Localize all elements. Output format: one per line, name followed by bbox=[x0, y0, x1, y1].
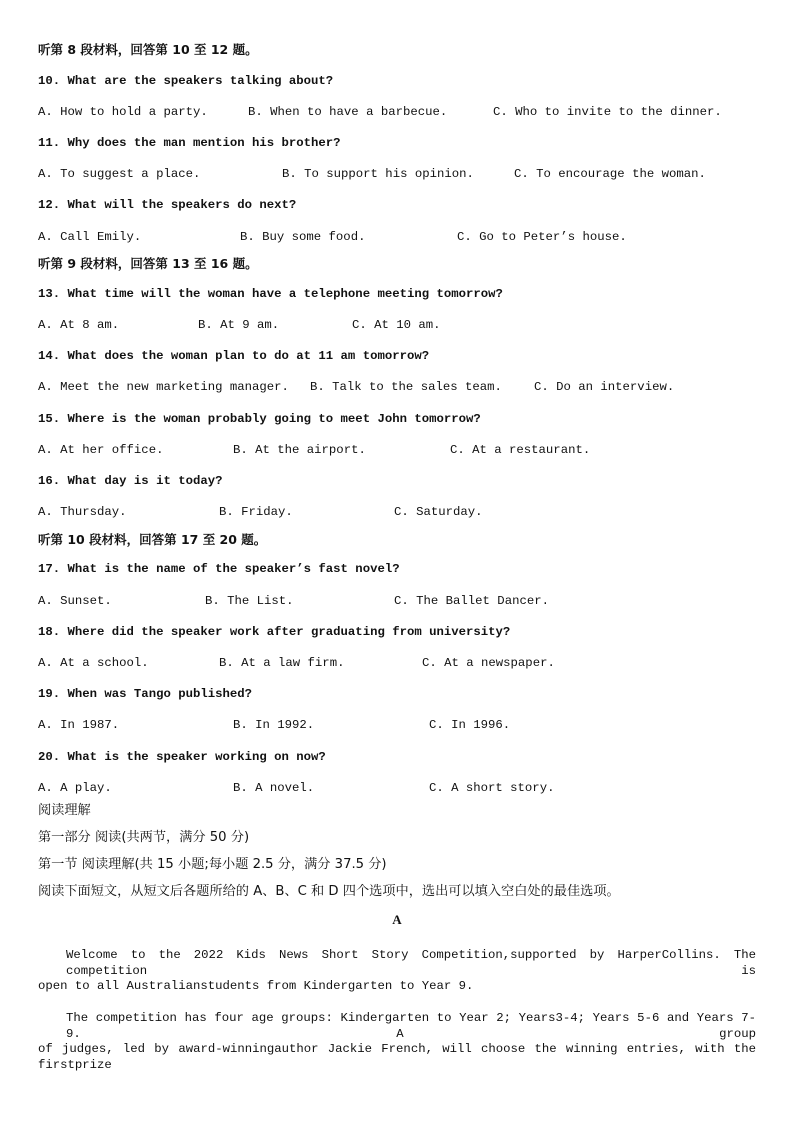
option-b: B. At the airport. bbox=[233, 443, 366, 457]
option-b: B. At 9 am. bbox=[198, 318, 280, 332]
question-14: 14. What does the woman plan to do at 11 am tomorrow? bbox=[38, 349, 430, 363]
option-a: A. Sunset. bbox=[38, 594, 112, 608]
option-c: C. Saturday. bbox=[394, 505, 483, 519]
question-10: 10. What are the speakers talking about? bbox=[38, 74, 334, 88]
section-heading: 听第 10 段材料，回答第 17 至 20 题。 bbox=[38, 532, 267, 547]
option-c: C. A short story. bbox=[429, 781, 555, 795]
option-a: A. In 1987. bbox=[38, 718, 120, 732]
question-15: 15. Where is the woman probably going to meet John tomorrow? bbox=[38, 412, 481, 426]
option-b: B. Talk to the sales team. bbox=[310, 380, 502, 394]
reading-part: 第一部分 阅读(共两节，满分 50 分) bbox=[38, 830, 250, 845]
option-a: A. Meet the new marketing manager. bbox=[38, 380, 289, 394]
option-a: A. To suggest a place. bbox=[38, 167, 201, 181]
reading-instruction: 阅读下面短文，从短文后各题所给的 A、B、C 和 D 四个选项中，选出可以填入空白处的最佳选项。 bbox=[38, 884, 620, 899]
option-b: B. To support his opinion. bbox=[282, 167, 474, 181]
question-16: 16. What day is it today? bbox=[38, 474, 223, 488]
option-c: C. Do an interview. bbox=[534, 380, 675, 394]
passage-line: open to all Australianstudents from Kindergarten to Year 9. bbox=[38, 979, 474, 993]
passage-line: of judges, led by award-winningauthor Jackie French, will choose the winning entries, with the firstprize bbox=[38, 1042, 756, 1072]
option-a: A. A play. bbox=[38, 781, 112, 795]
option-c: C. At a newspaper. bbox=[422, 656, 555, 670]
passage-label: A bbox=[392, 912, 402, 927]
question-17: 17. What is the name of the speaker’s fast novel? bbox=[38, 562, 400, 576]
option-b: B. Buy some food. bbox=[240, 230, 366, 244]
option-b: B. The List. bbox=[205, 594, 294, 608]
option-a: A. Thursday. bbox=[38, 505, 127, 519]
option-a: A. At her office. bbox=[38, 443, 164, 457]
option-c: C. Who to invite to the dinner. bbox=[493, 105, 722, 119]
option-b: B. When to have a barbecue. bbox=[248, 105, 448, 119]
option-c: C. At a restaurant. bbox=[450, 443, 591, 457]
question-18: 18. Where did the speaker work after graduating from university? bbox=[38, 625, 511, 639]
section-heading: 听第 9 段材料，回答第 13 至 16 题。 bbox=[38, 256, 258, 271]
option-c: C. In 1996. bbox=[429, 718, 511, 732]
option-a: A. At a school. bbox=[38, 656, 149, 670]
reading-title: 阅读理解 bbox=[38, 803, 91, 818]
question-12: 12. What will the speakers do next? bbox=[38, 198, 297, 212]
option-b: B. At a law firm. bbox=[219, 656, 345, 670]
question-20: 20. What is the speaker working on now? bbox=[38, 750, 326, 764]
option-c: C. The Ballet Dancer. bbox=[394, 594, 549, 608]
question-19: 19. When was Tango published? bbox=[38, 687, 253, 701]
question-11: 11. Why does the man mention his brother? bbox=[38, 136, 341, 150]
passage-line: Welcome to the 2022 Kids News Short Story Competition,supported by HarperCollins. The competition is bbox=[66, 948, 756, 978]
section-heading: 听第 8 段材料，回答第 10 至 12 题。 bbox=[38, 42, 258, 57]
option-b: B. Friday. bbox=[219, 505, 293, 519]
option-a: A. How to hold a party. bbox=[38, 105, 208, 119]
option-c: C. Go to Peter’s house. bbox=[457, 230, 627, 244]
option-b: B. In 1992. bbox=[233, 718, 315, 732]
passage-line: The competition has four age groups: Kindergarten to Year 2; Years3-4; Years 5-6 and Years 7-9. A group bbox=[66, 1011, 756, 1041]
option-c: C. To encourage the woman. bbox=[514, 167, 706, 181]
option-a: A. Call Emily. bbox=[38, 230, 142, 244]
option-a: A. At 8 am. bbox=[38, 318, 120, 332]
question-13: 13. What time will the woman have a telephone meeting tomorrow? bbox=[38, 287, 503, 301]
option-b: B. A novel. bbox=[233, 781, 315, 795]
reading-section: 第一节 阅读理解(共 15 小题;每小题 2.5 分，满分 37.5 分) bbox=[38, 857, 387, 872]
option-c: C. At 10 am. bbox=[352, 318, 441, 332]
